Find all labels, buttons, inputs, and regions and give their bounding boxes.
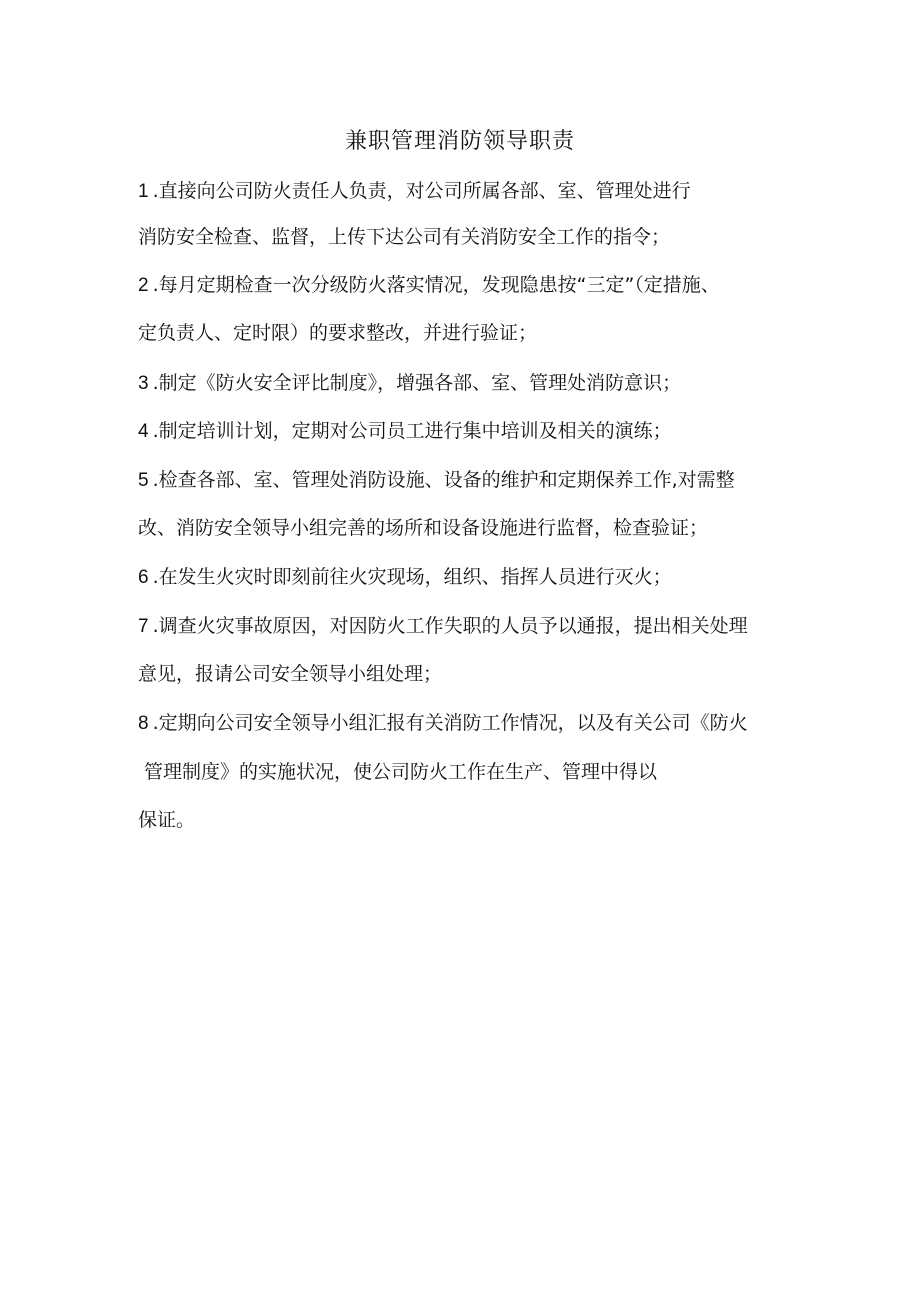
line-text: .制定《防火安全评比制度》，增强各部、室、管理处消防意识； — [152, 372, 682, 394]
line-text: 管理制度》的实施状况，使公司防火工作在生产、管理中得以 — [138, 761, 658, 783]
paragraph-line — [138, 321, 537, 345]
item-number: 4 — [138, 421, 149, 442]
line-text: .直接向公司防火责任人负责，对公司所属各部、室、管理处进行 — [152, 180, 691, 202]
line-text: 改、消防安全领导小组完善的场所和设备设施进行监督，检查验证； — [138, 517, 709, 539]
paragraph-line — [138, 419, 672, 444]
paragraph-line — [138, 662, 442, 686]
item-number: 6 — [138, 567, 149, 588]
paragraph-line — [138, 808, 195, 832]
item-number: 7 — [138, 616, 149, 637]
line-text: .调查火灾事故原因，对因防火工作失职的人员予以通报，提出相关处理 — [152, 615, 748, 637]
line-text: 意见，报请公司安全领导小组处理； — [138, 663, 443, 685]
line-text: .每月定期检查一次分级防火落实情况，发现隐患按“三定”（定措施、 — [152, 274, 720, 296]
paragraph-line — [138, 711, 748, 736]
line-text: .制定培训计划，定期对公司员工进行集中培训及相关的演练； — [152, 420, 672, 442]
line-text: 定负责人、定时限）的要求整改，并进行验证； — [138, 322, 538, 344]
paragraph-line — [138, 760, 657, 784]
item-number: 8 — [138, 713, 149, 734]
paragraph-line — [138, 565, 672, 590]
paragraph-line — [138, 371, 681, 396]
paragraph-line — [138, 273, 720, 298]
item-number: 2 — [138, 275, 149, 296]
paragraph-line — [138, 225, 670, 249]
paragraph-line — [138, 614, 748, 639]
paragraph-line — [138, 468, 735, 493]
paragraph-line — [138, 179, 691, 204]
document-title: 兼职管理消防领导职责 — [344, 129, 575, 154]
item-number: 1 — [138, 181, 149, 202]
line-text: 保证。 — [138, 809, 196, 831]
paragraph-line — [138, 516, 708, 540]
item-number: 3 — [138, 373, 149, 394]
line-text: .检查各部、室、管理处消防设施、设备的维护和定期保养工作,对需整 — [152, 469, 735, 491]
line-text: 消防安全检查、监督，上传下达公司有关消防安全工作的指令； — [138, 226, 671, 248]
line-text: .在发生火灾时即刻前往火灾现场，组织、指挥人员进行灭火； — [152, 566, 672, 588]
item-number: 5 — [138, 470, 149, 491]
line-text: .定期向公司安全领导小组汇报有关消防工作情况，以及有关公司《防火 — [152, 712, 748, 734]
